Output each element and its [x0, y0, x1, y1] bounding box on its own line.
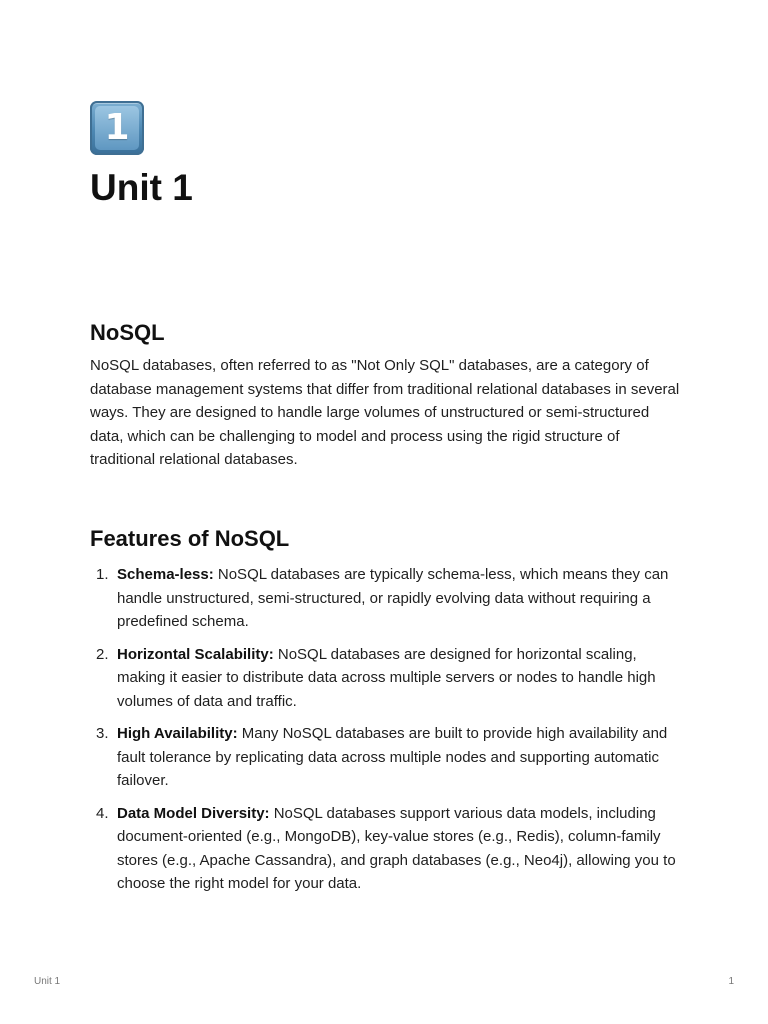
nosql-paragraph: NoSQL databases, often referred to as "Not Only SQL" databases, are a category of database management systems that differ from traditional relational databases in several ways. They are designed to handle large volumes of unstructured or semi-structured data, which can be challenging to model and process using the rigid structure of traditional relational databases.: [90, 357, 680, 468]
features-heading: Features of NoSQL: [90, 526, 290, 551]
feature-description: NoSQL databases are typically schema-less, which means they can handle unstructured, semi-structured, or rapidly evolving data without requiring a predefined schema.: [117, 566, 669, 630]
feature-term: Data Model Diversity:: [117, 804, 270, 822]
feature-description: Many NoSQL databases are built to provide high availability and fault tolerance by replicating data across multiple nodes and supporting automatic failover.: [117, 725, 668, 789]
nosql-heading: NoSQL: [90, 320, 165, 345]
feature-description: NoSQL databases support various data models, including document-oriented (e.g., MongoDB), key-value stores (e.g., Redis), column-family stores (e.g., Apache Cassandra), and graph databases (e.g., Neo4j), allowing you to choose the right model for your data.: [117, 804, 676, 892]
feature-term: High Availability:: [117, 725, 238, 742]
page-title: Unit 1: [90, 167, 193, 208]
feature-description: NoSQL databases are designed for horizontal scaling, making it easier to distribute data across multiple servers or nodes to handle high volumes of data and traffic.: [117, 645, 656, 710]
keycap-one-icon: [90, 101, 144, 155]
feature-term: Schema-less:: [117, 566, 214, 583]
list-item: [90, 643, 680, 714]
list-item-number: 1.: [96, 566, 109, 583]
list-item-number: 4.: [96, 804, 109, 822]
keycap-digit: 1: [95, 106, 139, 150]
list-item-number: 3.: [96, 725, 109, 742]
list-item: [90, 722, 680, 793]
list-item-number: 2.: [96, 645, 109, 663]
feature-term: Horizontal Scalability:: [117, 645, 274, 663]
features-list: [90, 563, 680, 905]
footer-page-number: 1: [728, 976, 734, 987]
footer-title: Unit 1: [34, 976, 61, 987]
list-item: [90, 802, 680, 896]
list-item: [90, 563, 680, 634]
